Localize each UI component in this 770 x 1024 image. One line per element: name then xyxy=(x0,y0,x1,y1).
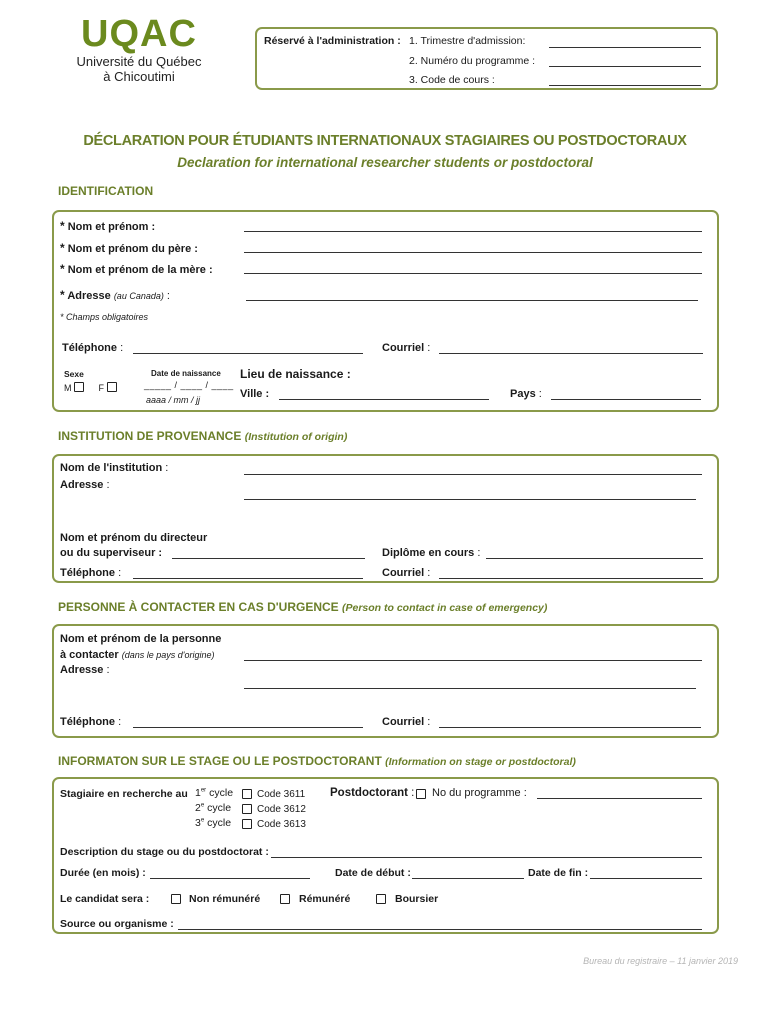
telephone-label: Téléphone : xyxy=(62,342,124,354)
logo-name: UQAC xyxy=(81,13,197,55)
lieu-label: Lieu de naissance : xyxy=(240,367,351,381)
admin-item-1: 1. Trimestre d'admission: xyxy=(409,35,526,47)
contact-adresse-label: Adresse : xyxy=(60,664,110,676)
contact-nom-label-2: à contacter (dans le pays d'origine) xyxy=(60,649,215,661)
postdoc-label: Postdoctorant : xyxy=(330,787,415,799)
f-label: F xyxy=(98,383,105,393)
admin-label: Réservé à l'administration : xyxy=(264,35,401,47)
institution-adresse-label: Adresse : xyxy=(60,479,110,491)
directeur-label-1: Nom et prénom du directeur xyxy=(60,532,208,544)
debut-field[interactable] xyxy=(412,878,524,879)
institution-telephone-field[interactable] xyxy=(133,578,363,579)
date-format: aaaa / mm / jj xyxy=(146,395,201,405)
logo-line2: à Chicoutimi xyxy=(103,69,175,84)
admin-field-3[interactable] xyxy=(549,85,701,86)
non-remunere-label: Non rémunéré xyxy=(189,893,261,905)
mere-field[interactable] xyxy=(244,273,702,274)
remunere-label: Rémunéré xyxy=(299,893,351,905)
courriel-label: Courriel : xyxy=(382,342,431,354)
cycle-1-checkbox[interactable] xyxy=(242,789,252,799)
sexe-options xyxy=(64,382,121,393)
candidat-label: Le candidat sera : xyxy=(60,893,150,905)
directeur-field[interactable] xyxy=(172,558,365,559)
contact-nom-field[interactable] xyxy=(244,660,702,661)
champs-note: * Champs obligatoires xyxy=(60,312,149,322)
logo xyxy=(64,14,214,84)
contact-adresse-field[interactable] xyxy=(244,688,696,689)
cycle-1-row: 1er cycle xyxy=(195,787,234,799)
remunere-checkbox[interactable] xyxy=(280,894,290,904)
admin-field-1[interactable] xyxy=(549,47,701,48)
adresse-label: * Adresse (au Canada) : xyxy=(60,288,170,302)
adresse-field[interactable] xyxy=(246,300,698,301)
date-naissance-field[interactable]: _____ / ____ / ____ xyxy=(144,380,234,390)
logo-line1: Université du Québec xyxy=(76,54,202,69)
contact-courriel-field[interactable] xyxy=(439,727,701,728)
duree-label: Durée (en mois) : xyxy=(60,867,146,879)
nom-field[interactable] xyxy=(244,231,702,232)
institution-courriel-field[interactable] xyxy=(439,578,703,579)
institution-telephone-label: Téléphone : xyxy=(60,567,122,579)
pays-field[interactable] xyxy=(551,399,701,400)
identification-box xyxy=(52,210,719,412)
contact-courriel-label: Courriel : xyxy=(382,716,431,728)
institution-nom-label: Nom de l'institution : xyxy=(60,462,169,474)
institution-box xyxy=(52,454,719,583)
stage-box xyxy=(52,777,719,934)
urgence-box xyxy=(52,624,719,738)
cycle-3-row: 3e cycle xyxy=(195,817,232,829)
ville-label: Ville : xyxy=(240,388,270,400)
contact-nom-label-1: Nom et prénom de la personne xyxy=(60,633,222,645)
institution-heading: INSTITUTION DE PROVENANCE (Institution of origin) xyxy=(58,429,348,443)
footer-text: Bureau du registraire – 11 janvier 2019 xyxy=(583,956,738,966)
date-naissance-label: Date de naissance xyxy=(151,369,221,378)
institution-adresse-field[interactable] xyxy=(244,499,696,500)
nom-label: * Nom et prénom : xyxy=(60,219,156,233)
page-title: DÉCLARATION POUR ÉTUDIANTS INTERNATIONAUX STAGIAIRES OU POSTDOCTORAUX xyxy=(83,133,687,149)
pere-field[interactable] xyxy=(244,252,702,253)
telephone-field[interactable] xyxy=(133,353,363,354)
admin-item-3: 3. Code de cours : xyxy=(409,74,495,86)
m-checkbox[interactable] xyxy=(74,382,84,392)
cycle-2-checkbox[interactable] xyxy=(242,804,252,814)
courriel-field[interactable] xyxy=(439,353,703,354)
institution-nom-field[interactable] xyxy=(244,474,702,475)
stagiaire-label: Stagiaire en recherche au xyxy=(60,788,188,800)
contact-telephone-label: Téléphone : xyxy=(60,716,122,728)
cycle-3-checkbox[interactable] xyxy=(242,819,252,829)
contact-telephone-field[interactable] xyxy=(133,727,363,728)
non-remunere-checkbox[interactable] xyxy=(171,894,181,904)
duree-field[interactable] xyxy=(150,878,310,879)
stage-heading: INFORMATON SUR LE STAGE OU LE POSTDOCTORANT (Information on stage or postdoctoral) xyxy=(58,754,576,768)
diplome-field[interactable] xyxy=(486,558,703,559)
m-label: M xyxy=(64,383,72,393)
no-prog-field[interactable] xyxy=(537,798,702,799)
boursier-label: Boursier xyxy=(395,893,439,905)
cycle-2-row: 2e cycle xyxy=(195,802,232,814)
institution-courriel-label: Courriel : xyxy=(382,567,431,579)
admin-item-2: 2. Numéro du programme : xyxy=(409,55,536,67)
fin-field[interactable] xyxy=(590,878,702,879)
debut-label: Date de début : xyxy=(335,867,411,879)
directeur-label-2: ou du superviseur : xyxy=(60,547,163,559)
f-checkbox[interactable] xyxy=(107,382,117,392)
admin-field-2[interactable] xyxy=(549,66,701,67)
source-label: Source ou organisme : xyxy=(60,918,174,930)
fin-label: Date de fin : xyxy=(528,867,589,879)
diplome-label: Diplôme en cours : xyxy=(382,547,481,559)
sexe-label: Sexe xyxy=(64,369,84,379)
no-prog-label: No du programme : xyxy=(432,787,527,799)
cycle-1-code: Code 3611 xyxy=(257,789,306,800)
boursier-checkbox[interactable] xyxy=(376,894,386,904)
pays-label: Pays : xyxy=(510,388,542,400)
postdoc-checkbox[interactable] xyxy=(416,789,426,799)
source-field[interactable] xyxy=(178,929,702,930)
mere-label: * Nom et prénom de la mère : xyxy=(60,262,213,276)
admin-box xyxy=(255,27,718,90)
urgence-heading: PERSONNE À CONTACTER EN CAS D'URGENCE (Person to contact in case of emergency) xyxy=(58,600,548,614)
ville-field[interactable] xyxy=(279,399,489,400)
cycle-3-code: Code 3613 xyxy=(257,819,306,830)
description-field[interactable] xyxy=(271,857,702,858)
pere-label: * Nom et prénom du père : xyxy=(60,241,198,255)
description-label: Description du stage ou du postdoctorat : xyxy=(60,846,269,858)
page-subtitle: Declaration for international researcher students or postdoctoral xyxy=(177,155,593,170)
cycle-2-code: Code 3612 xyxy=(257,804,306,815)
identification-heading: IDENTIFICATION xyxy=(58,184,154,198)
